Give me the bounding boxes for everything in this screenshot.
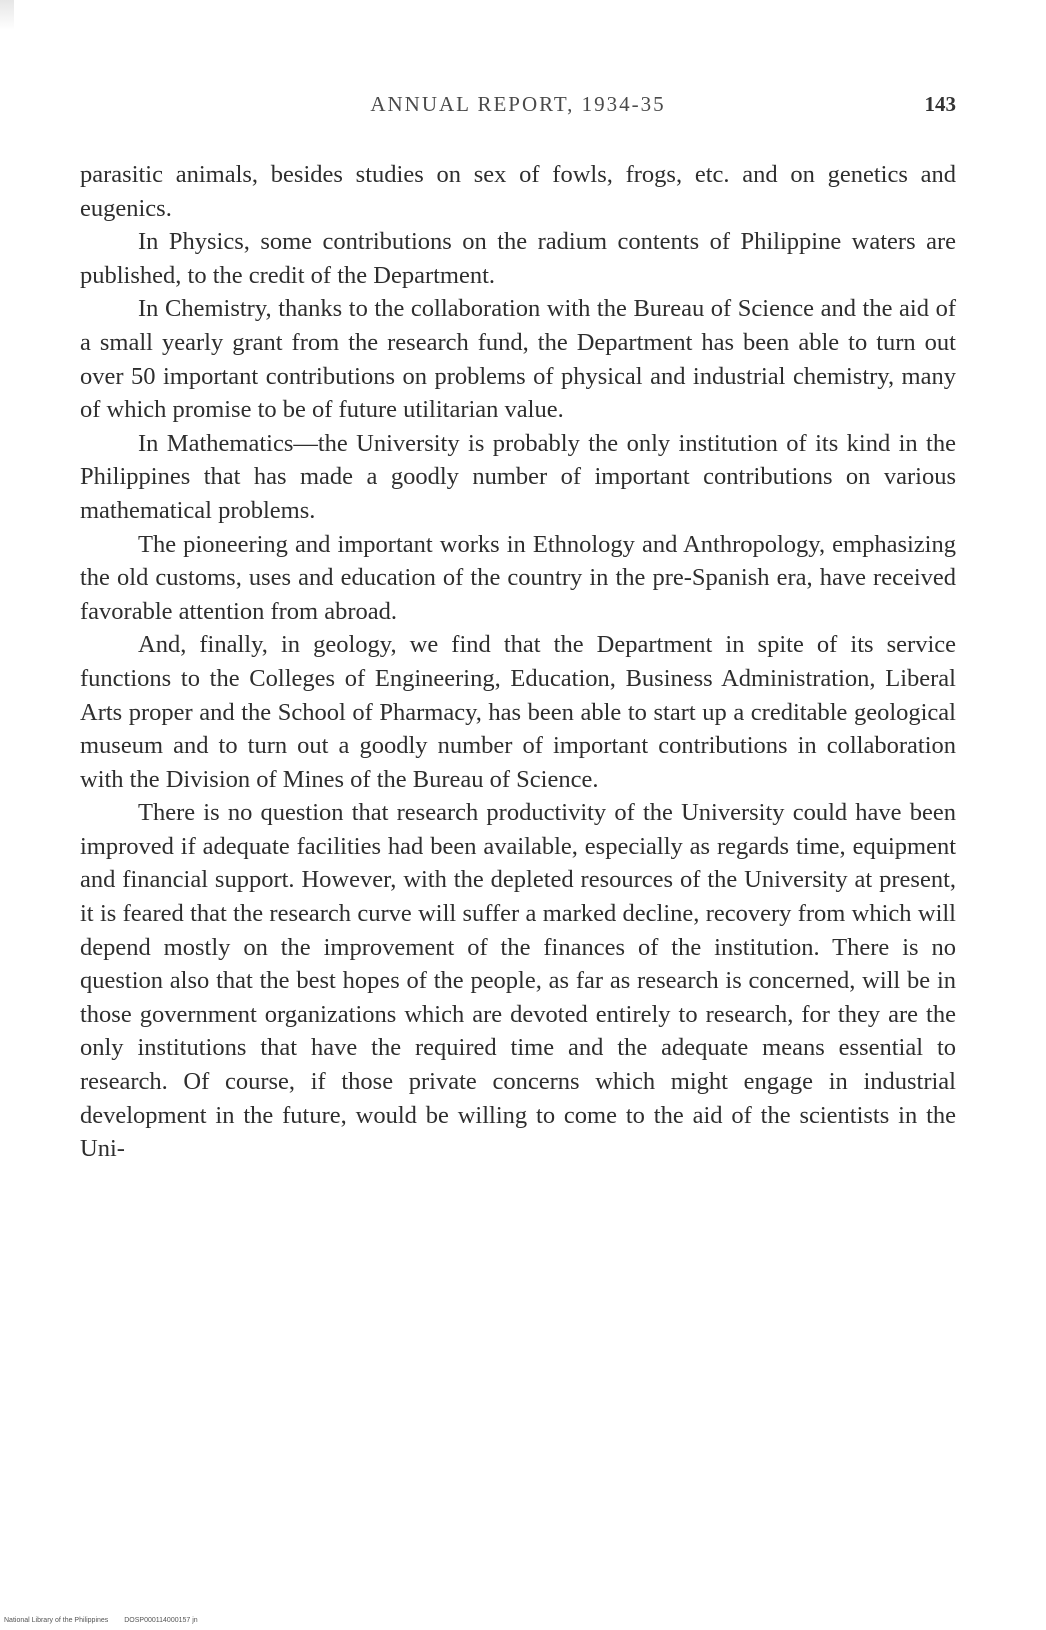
paragraph-ethnology: The pioneering and important works in Ethnology and Anthropology, emphasizing the old customs, uses and education of the country in the pre-Spanish era, have received favorable attention from abroad. — [80, 530, 956, 625]
running-title: ANNUAL REPORT, 1934-35 — [370, 92, 666, 116]
body-text — [80, 158, 956, 1166]
paragraph-geology: And, finally, in geology, we find that the Department in spite of its service functions to the Colleges of Engineering, Education, Business Administration, Liberal Arts proper and the School of Pharmacy, has been able to start up a creditable geological museum and to turn out a goodly number of important contributions in collaboration with the Division of Mines of the Bureau of Science. — [80, 631, 956, 793]
paragraph-physics: In Physics, some contributions on the radium contents of Philippine waters are published, to the credit of the Department. — [80, 228, 956, 289]
paragraph-mathematics: In Mathematics—the University is probably the only institution of its kind in the Philippines that has made a goodly number of important contributions on various mathematical problems. — [80, 429, 956, 524]
running-head — [80, 92, 956, 122]
footer-library: National Library of the Philippines — [4, 1617, 109, 1624]
page-number: 143 — [924, 92, 956, 116]
paragraph-continuation: parasitic animals, besides studies on sex of fowls, frogs, etc. and on genetics and eugenics. — [80, 161, 956, 222]
paragraph-chemistry: In Chemistry, thanks to the collaboration with the Bureau of Science and the aid of a small yearly grant from the research fund, the Department has been able to turn out over 50 important contributions on problems of physical and industrial chemistry, many of which promise to be of future utilitarian value. — [80, 295, 956, 424]
footer-doc-id: DOSP000114000157 jn — [124, 1617, 198, 1624]
paragraph-research-productivity: There is no question that research productivity of the University could have been improved if adequate facilities had been available, especially as regards time, equipment and financial support. However, with the depleted resources of the University at present, it is feared that the research curve will suffer a marked decline, recovery from which will depend mostly on the improvement of the finances of the institution. There is no question also that the best hopes of the people, as far as research is concerned, will be in those government organizations which are devoted entirely to research, for they are the only institutions that have the required time and the adequate means essential to research. Of course, if those private concerns which might engage in industrial development in the future, would be willing to come to the aid of the scientists in the Uni- — [80, 799, 956, 1163]
scan-footer — [4, 1617, 198, 1624]
